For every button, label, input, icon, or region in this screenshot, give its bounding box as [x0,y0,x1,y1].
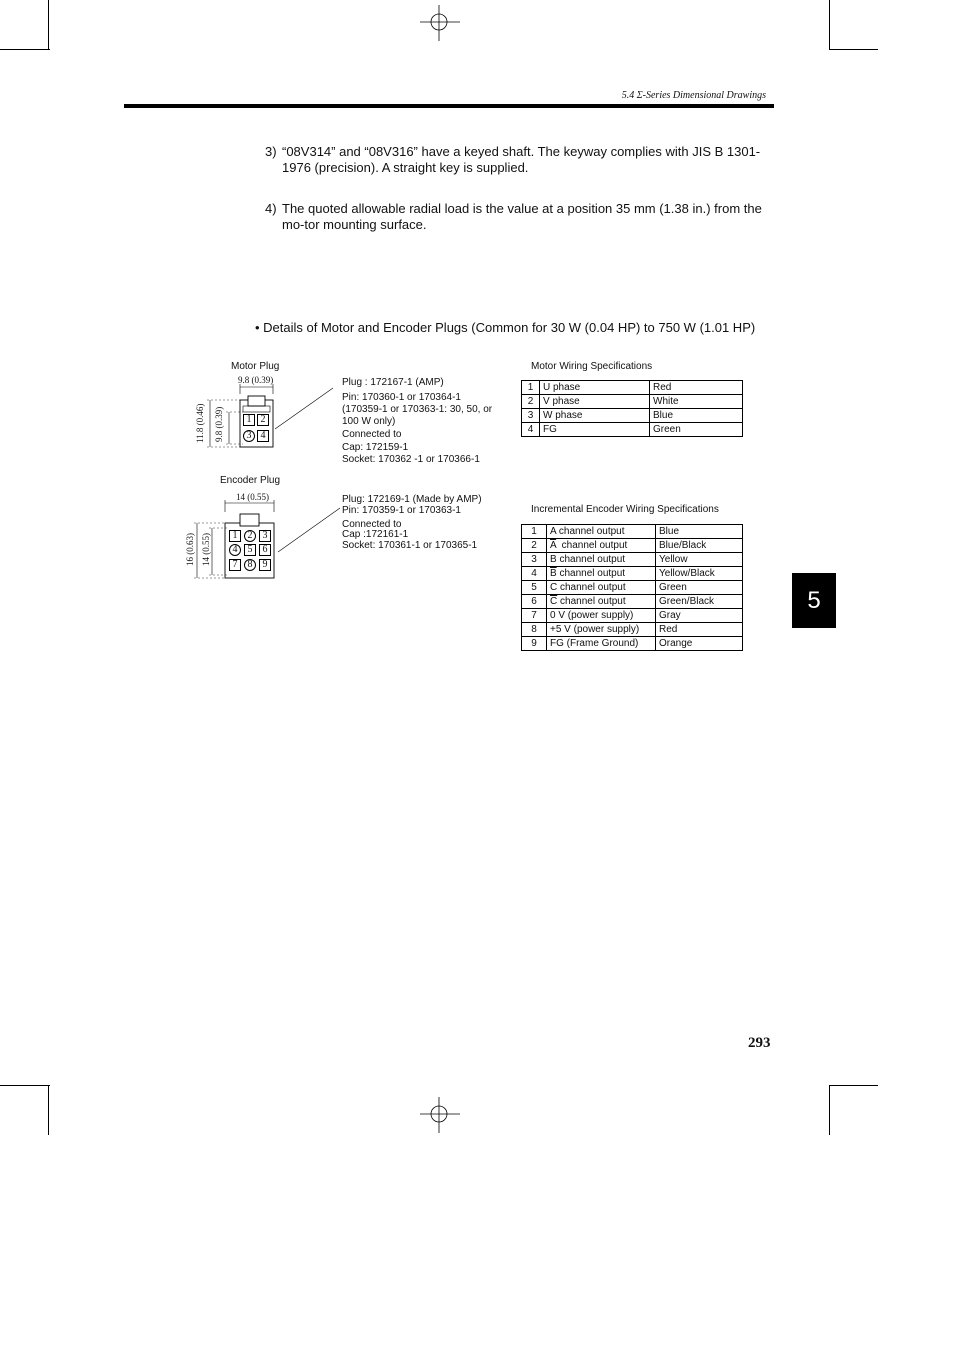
signal-text: channel output [556,568,626,579]
table-row [522,637,743,651]
encoder-wiring-title: Incremental Encoder Wiring Specifications [531,504,719,515]
motor-plug-part: Plug : 172167-1 (AMP) [342,377,444,388]
section-header: 5.4 Σ-Series Dimensional Drawings [621,90,766,101]
table-row [522,423,743,437]
encoder-plug-title: Encoder Plug [220,475,281,486]
table-row [522,553,743,567]
row-number: 6 [522,595,547,609]
row-number: 1 [522,381,540,395]
registration-mark-bottom [420,1097,460,1133]
signal-overbar: $\overline{C}$ [550,596,558,607]
header-rule [124,104,774,108]
motor-plug-dim-height-outer: 11.8 (0.46) [195,403,205,443]
motor-wiring-table [521,380,743,437]
row-number: 8 [522,623,547,637]
table-row [522,595,743,609]
signal-overbar: $\overline{A}$ [550,540,557,551]
pin-box: 3 [259,530,271,542]
pin-box: 6 [259,544,271,556]
color-cell: Blue [650,409,743,423]
table-row [522,525,743,539]
encoder-plug-part: Plug: 172169-1 (Made by AMP) [342,494,482,505]
row-number: 1 [522,525,547,539]
color-cell: Green/Black [656,595,743,609]
color-cell: Red [650,381,743,395]
pin-box: 9 [259,559,271,571]
row-number: 5 [522,581,547,595]
signal-cell: A channel output [547,525,656,539]
row-number: 4 [522,423,540,437]
row-number: 4 [522,567,547,581]
row-number: 2 [522,395,540,409]
color-cell: Yellow/Black [656,567,743,581]
table-row [522,539,743,553]
note-number: 3) [265,144,277,159]
motor-plug-pin-note: 100 W only) [342,416,396,427]
motor-plug-drawing [205,384,335,450]
signal-text: channel output [557,596,626,607]
encoder-plug-dim-height-inner: 14 (0.55) [201,533,211,566]
color-cell: Orange [656,637,743,651]
color-cell: Yellow [656,553,743,567]
color-cell: Green [656,581,743,595]
plug-details-heading: • Details of Motor and Encoder Plugs (Common for 30 W (0.04 HP) to 750 W (1.01 HP) [255,320,756,335]
table-row [522,567,743,581]
row-number: 7 [522,609,547,623]
table-row [522,395,743,409]
signal-cell: +5 V (power supply) [547,623,656,637]
motor-plug-title: Motor Plug [231,361,280,372]
encoder-plug-socket: Socket: 170361-1 or 170365-1 [342,540,478,551]
encoder-plug-connected: Connected to [342,519,402,530]
color-cell: Gray [656,609,743,623]
pin-box: 5 [244,544,256,556]
page-number: 293 [748,1035,771,1051]
pin-box: 8 [244,559,256,571]
row-number: 2 [522,539,547,553]
row-number: 3 [522,409,540,423]
signal-cell: V phase [540,395,650,409]
encoder-plug-dim-width: 14 (0.55) [236,492,269,502]
pin-box: 4 [229,544,241,556]
motor-plug-dim-height-inner: 9.8 (0.39) [214,406,224,442]
color-cell: Red [656,623,743,637]
pin-box: 2 [244,530,256,542]
note-4 [265,201,775,233]
signal-cell [547,595,656,609]
motor-plug-pin: Pin: 170360-1 or 170364-1 [342,392,461,403]
motor-plug-connected: Connected to [342,429,402,440]
signal-text: channel output [556,540,628,551]
signal-cell [547,539,656,553]
signal-cell: FG [540,423,650,437]
motor-plug-dim-width: 9.8 (0.39) [238,375,274,385]
pin-box: 3 [243,430,255,442]
motor-plug-cap: Cap: 172159-1 [342,442,409,453]
color-cell: Blue [656,525,743,539]
encoder-plug-cap: Cap :172161-1 [342,529,409,540]
encoder-plug-dim-height-outer: 16 (0.63) [185,533,195,566]
pin-box: 1 [243,414,255,426]
color-cell: Green [650,423,743,437]
pin-box: 4 [257,430,269,442]
pin-box: 7 [229,559,241,571]
encoder-plug-pin: Pin: 170359-1 or 170363-1 [342,505,461,516]
note-text: The quoted allowable radial load is the value at a position 35 mm (1.38 in.) from the mo-tor mounting surface. [282,201,762,232]
note-3 [265,144,775,176]
motor-plug-pin-alt: (170359-1 or 170363-1: 30, 50, or [342,404,493,415]
row-number: 3 [522,553,547,567]
color-cell: White [650,395,743,409]
motor-wiring-title: Motor Wiring Specifications [531,361,653,372]
table-row [522,609,743,623]
note-number: 4) [265,201,277,216]
color-cell: Blue/Black [656,539,743,553]
signal-overbar: $\overline{B}$ [550,568,557,579]
signal-cell: B channel output [547,553,656,567]
pin-box: 2 [257,414,269,426]
signal-cell [547,567,656,581]
signal-cell: 0 V (power supply) [547,609,656,623]
pin-box: 1 [229,530,241,542]
registration-mark-top [420,5,460,41]
table-row [522,409,743,423]
note-text: “08V314” and “08V316” have a keyed shaft. The keyway complies with JIS B 1301-1976 (precision). A straight key is supplied. [282,144,761,175]
signal-cell: W phase [540,409,650,423]
encoder-wiring-table [521,524,743,651]
motor-plug-socket: Socket: 170362 -1 or 170366-1 [342,454,480,465]
signal-cell: U phase [540,381,650,395]
chapter-tab: 5 [792,573,836,628]
table-row [522,381,743,395]
signal-cell: FG (Frame Ground) [547,637,656,651]
table-row [522,581,743,595]
table-row [522,623,743,637]
signal-cell: C channel output [547,581,656,595]
row-number: 9 [522,637,547,651]
